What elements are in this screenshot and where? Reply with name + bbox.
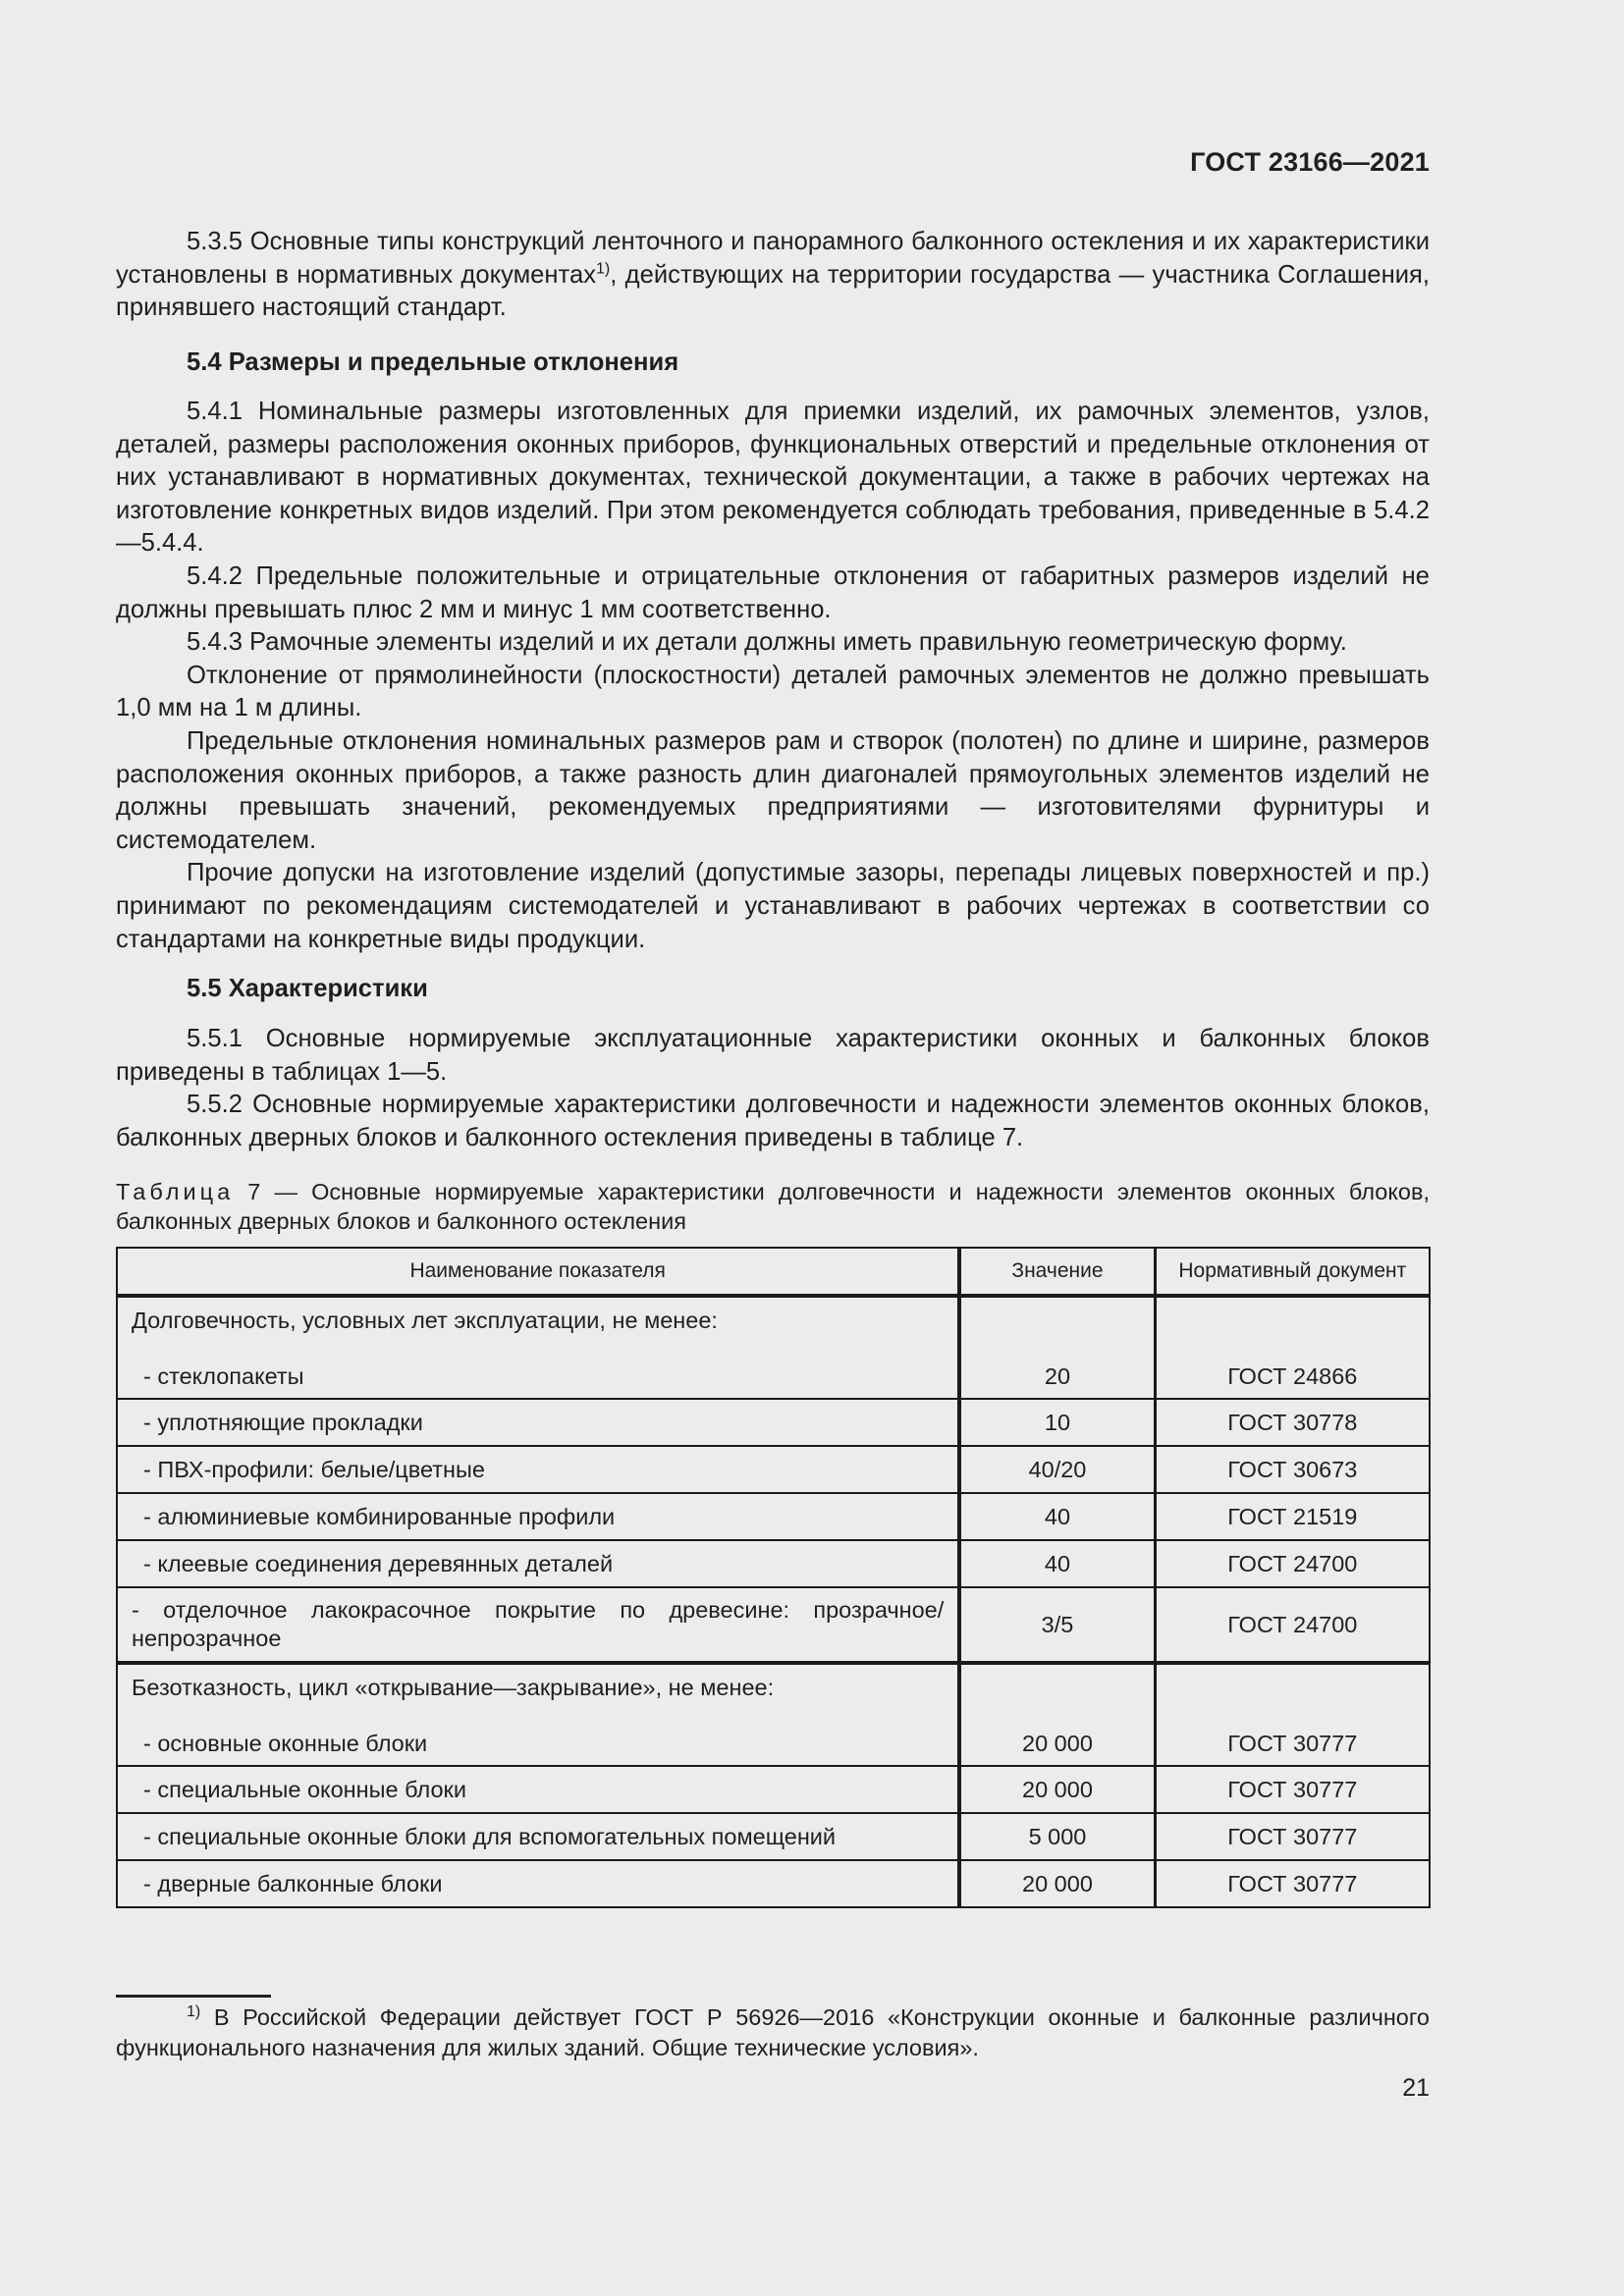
row-value: 40 [959, 1493, 1155, 1540]
row-value: 3/5 [959, 1587, 1155, 1663]
row-name: - ПВХ-профили: белые/цветные [117, 1446, 959, 1493]
table-header-row [117, 1248, 1430, 1296]
row-value: 10 [959, 1399, 1155, 1446]
footnote-marker: 1) [187, 2003, 201, 2021]
row-standard: ГОСТ 30777 [1155, 1766, 1430, 1813]
paragraph-5-4-2: 5.4.2 Предельные положительные и отрицательные отклонения от габаритных размеров изделий не должны превышать плюс 2 мм и минус 1 мм соответственно. [116, 561, 1430, 623]
paragraph-5-4-3-other: Прочие допуски на изготовление изделий (допустимые зазоры, перепады лицевых поверхностей и пр.) принимают по рекомендациям системодателей и устанавливают в рабочих чертежах в соответствии со стандартами на конкретные виды продукции. [116, 859, 1430, 953]
section-title: 5.4 Размеры и предельные отклонения [187, 348, 679, 376]
column-header-name: Наименование показателя [117, 1248, 959, 1296]
table-row [117, 1353, 1430, 1399]
row-standard: ГОСТ 30777 [1155, 1813, 1430, 1860]
footnote-reference: 1) [596, 260, 611, 278]
row-name: - уплотняющие прокладки [117, 1399, 959, 1446]
row-name: - отделочное лакокрасочное покрытие по древесине: прозрачное/непрозрачное [117, 1587, 959, 1663]
column-header-value: Значение [959, 1248, 1155, 1296]
section-5-4-body [116, 396, 1430, 956]
row-name: - основные оконные блоки [117, 1720, 959, 1766]
row-value: 20 000 [959, 1860, 1155, 1907]
paragraph-5-4-3-tolerances: Предельные отклонения номинальных размеров рам и створок (полотен) по длине и ширине, размеров расположения оконных приборов, а также разность длин диагоналей прямоугольных элементов изделий не должны превышать значений, рекомендуемых предприятиями — изготовителями фурнитуры и системодателем. [116, 726, 1430, 854]
row-standard: ГОСТ 30777 [1155, 1860, 1430, 1907]
table-row [117, 1399, 1430, 1446]
table-row [117, 1860, 1430, 1907]
group-title-reliability: Безотказность, цикл «открывание—закрывание», не менее: [117, 1663, 959, 1720]
table-row [117, 1540, 1430, 1587]
row-name: - специальные оконные блоки [117, 1766, 959, 1813]
row-standard: ГОСТ 21519 [1155, 1493, 1430, 1540]
row-value: 20 [959, 1353, 1155, 1399]
table-row [117, 1766, 1430, 1813]
row-standard: ГОСТ 30777 [1155, 1720, 1430, 1766]
row-standard: ГОСТ 30673 [1155, 1446, 1430, 1493]
section-title: 5.5 Характеристики [187, 975, 428, 1002]
footnote-divider [116, 1995, 271, 1998]
paragraph-5-4-3: 5.4.3 Рамочные элементы изделий и их детали должны иметь правильную геометрическую форму. [187, 628, 1347, 657]
row-standard: ГОСТ 24866 [1155, 1353, 1430, 1399]
table-caption-label: Таблица [116, 1179, 235, 1204]
row-name: - стеклопакеты [117, 1353, 959, 1399]
group-title-durability: Долговечность, условных лет эксплуатации, не менее: [117, 1296, 959, 1353]
footnote-text: В Российской Федерации действует ГОСТ Р 56926—2016 «Конструкции оконные и балконные различного функционального назначения для жилых зданий. Общие технические условия». [116, 2004, 1430, 2060]
row-value: 40/20 [959, 1446, 1155, 1493]
paragraph-5-5-2: 5.5.2 Основные нормируемые характеристики долговечности и надежности элементов оконных блоков, балконных дверных блоков и балконного остекления приведены в таблице 7. [116, 1091, 1430, 1151]
row-value: 20 000 [959, 1766, 1155, 1813]
column-header-standard: Нормативный документ [1155, 1248, 1430, 1296]
document-id-header: ГОСТ 23166—2021 [1190, 147, 1430, 177]
paragraph-5-3-5 [116, 226, 1430, 325]
row-name: - дверные балконные блоки [117, 1860, 959, 1907]
durability-table [116, 1247, 1431, 1908]
paragraph-5-4-3-straightness: Отклонение от прямолинейности (плоскостности) деталей рамочных элементов не должно превышать 1,0 мм на 1 м длины. [116, 661, 1430, 722]
page-number: 21 [1402, 2074, 1430, 2102]
section-heading-5-5 [116, 973, 1430, 1006]
footnote [116, 2002, 1430, 2063]
row-name: - клеевые соединения деревянных деталей [117, 1540, 959, 1587]
table-group-row [117, 1296, 1430, 1353]
row-standard: ГОСТ 30778 [1155, 1399, 1430, 1446]
row-standard: ГОСТ 24700 [1155, 1587, 1430, 1663]
row-name: - специальные оконные блоки для вспомогательных помещений [117, 1813, 959, 1860]
table-row [117, 1446, 1430, 1493]
table-row [117, 1813, 1430, 1860]
section-heading-5-4 [116, 347, 1430, 380]
row-name: - алюминиевые комбинированные профили [117, 1493, 959, 1540]
table-row [117, 1720, 1430, 1766]
row-value: 20 000 [959, 1720, 1155, 1766]
row-value: 5 000 [959, 1813, 1155, 1860]
paragraph-text: , действующих на территории государства — участника Соглашения, принявшего настоящий стандарт. [116, 260, 1430, 322]
row-standard: ГОСТ 24700 [1155, 1540, 1430, 1587]
table-group-row [117, 1663, 1430, 1720]
section-5-5-body [116, 1023, 1430, 1154]
table-row [117, 1587, 1430, 1663]
paragraph-5-5-1: 5.5.1 Основные нормируемые эксплуатационные характеристики оконных и балконных блоков приведены в таблицах 1—5. [116, 1025, 1430, 1086]
paragraph-5-4-1: 5.4.1 Номинальные размеры изготовленных для приемки изделий, их рамочных элементов, узлов, деталей, размеры расположения оконных приборов, функциональных отверстий и предельные отклонения от них устанавливают в нормативных документах, технической документации, а также в рабочих чертежах на изготовление конкретных видов изделий. При этом рекомендуется соблюдать требования, приведенные в 5.4.2—5.4.4. [116, 398, 1430, 558]
paragraph-text: 5.3.5 Основные типы конструкций ленточного и панорамного балконного остекления и их характеристики установлены в нормативных документах [116, 228, 1430, 289]
table-caption [116, 1177, 1430, 1236]
table-row [117, 1493, 1430, 1540]
table-caption-text: 7 — Основные нормируемые характеристики долговечности и надежности элементов оконных блоков, балконных дверных блоков и балконного остекления [116, 1179, 1430, 1234]
row-value: 40 [959, 1540, 1155, 1587]
